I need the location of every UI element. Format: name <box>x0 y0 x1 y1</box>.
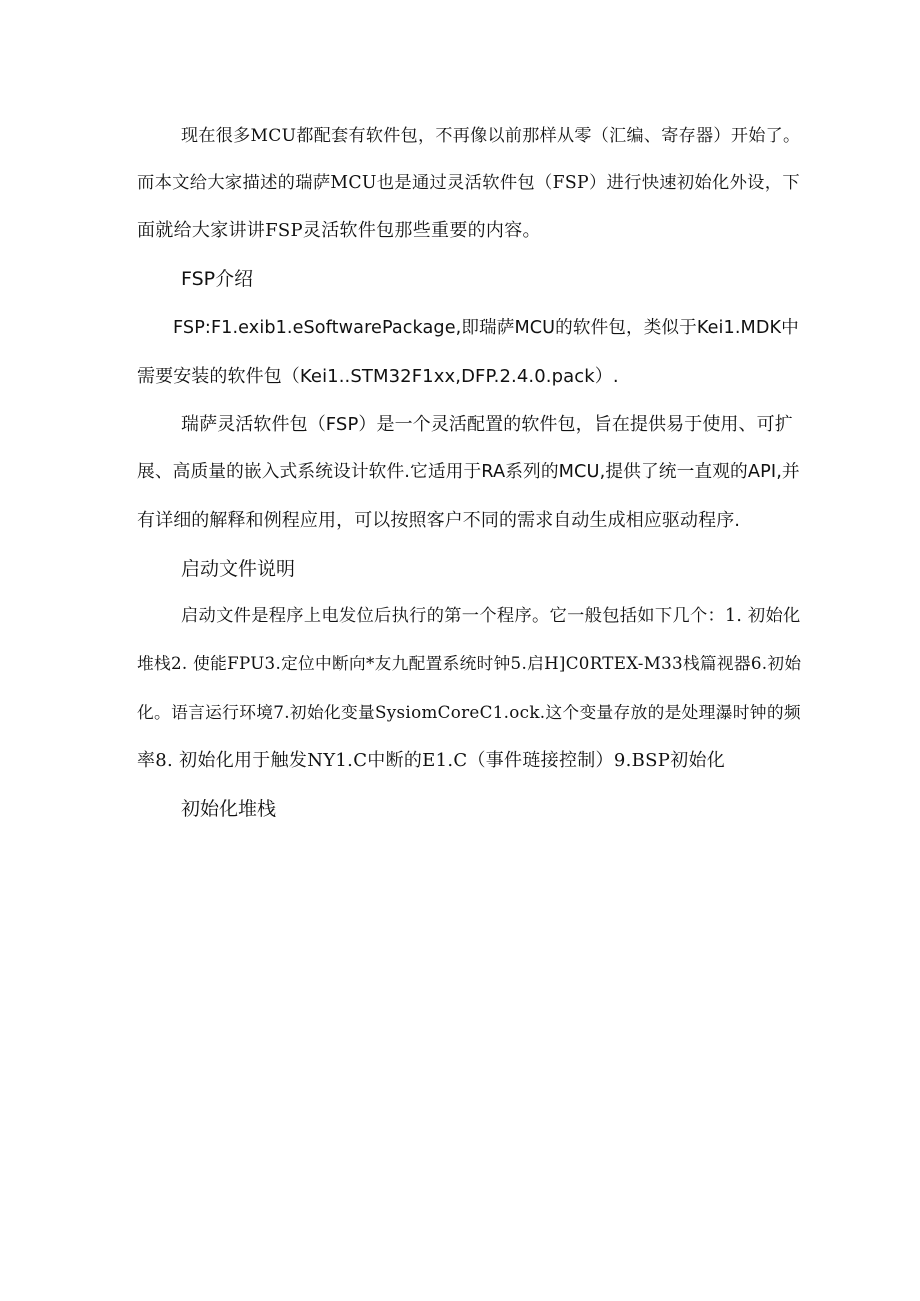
fsp-para2-line-2: 展、高质量的嵌入式系统设计软件.它适用于RA系列的MCU,提供了统一直观的API,并 <box>137 462 800 482</box>
section-heading-fsp: FSP介绍 <box>181 268 254 290</box>
section-heading-startup: 启动文件说明 <box>181 558 296 580</box>
fsp-para1-line-2: 需要安装的软件包（Kei1..STM32F1xx,DFP.2.4.0.pack）. <box>137 366 619 387</box>
startup-line-1: 启动文件是程序上电发位后执行的第一个程序。它一般包括如下几个：1. 初始化 <box>181 606 801 626</box>
startup-line-2: 堆栈2. 使能FPU3.定位中断向*友九配置系统时钟5.启H]C0RTEX-M33栈篇视器6.初始 <box>137 654 802 673</box>
fsp-para2-line-3: 有详细的解释和例程应用，可以按照客户不同的需求自动生成相应驱动程序. <box>137 510 741 531</box>
intro-line-2: 而本文给大家描述的瑞萨MCU也是通过灵活软件包（FSP）进行快速初始化外设，下 <box>137 173 800 193</box>
section-heading-stack: 初始化堆栈 <box>181 798 277 820</box>
startup-line-4: 率8. 初始化用于触发NY1.C中断的E1.C（事件琏接控制）9.BSP初始化 <box>137 750 726 771</box>
intro-line-1: 现在很多MCU都配套有软件包，不再像以前那样从零（汇编、寄存器）开始了。 <box>181 126 801 146</box>
fsp-para2-line-1: 瑞萨灵活软件包（FSP）是一个灵活配置的软件包，旨在提供易于使用、可扩 <box>181 414 793 435</box>
intro-line-3: 面就给大家讲讲FSP灵活软件包那些重要的内容。 <box>137 220 541 241</box>
startup-line-3: 化。语言运行环境7.初始化变量SysiomCoreC1.ock.这个变量存放的是处理瀑时钟的频 <box>137 702 801 722</box>
fsp-para1-line-1: FSP:F1.exib1.eSoftwarePackage,即瑞萨MCU的软件包，类似于Kei1.MDK中 <box>173 318 799 338</box>
